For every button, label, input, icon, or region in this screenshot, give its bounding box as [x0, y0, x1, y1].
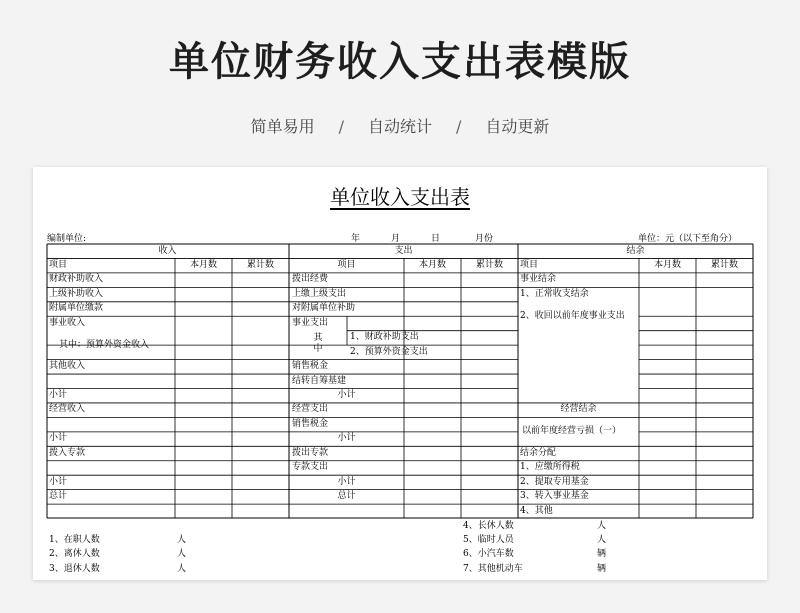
balance-row-to-business-fund: 3、转入事业基金	[520, 491, 589, 501]
expense-row-extra-budget: 2、预算外资金支出	[350, 347, 428, 357]
footer-car-count: 6、小汽车数	[463, 549, 514, 559]
expense-row-business: 事业支出	[292, 318, 329, 328]
table-grid	[33, 167, 767, 580]
spreadsheet-sheet	[33, 167, 767, 580]
document-title: 单位收入支出表	[330, 185, 470, 209]
section-balance: 结余	[626, 246, 645, 256]
col-header-this-month: 本月数	[189, 260, 217, 270]
col-header-cumulative: 累计数	[475, 260, 503, 270]
balance-row-prior-loss: 以前年度经营亏损（一）	[522, 426, 622, 436]
tag-separator: /	[338, 117, 344, 136]
balance-row-operating-surplus: 经营结余	[560, 404, 597, 414]
footer-other-vehicle-count: 7、其他机动车	[463, 564, 523, 574]
income-row-operating: 经营收入	[49, 404, 86, 414]
tag-auto-update: 自动更新	[485, 117, 550, 136]
footer-unit: 人	[597, 535, 607, 545]
expense-row-fiscal-subsidy: 1、财政补助支出	[350, 332, 419, 342]
expense-row-total: 总计	[337, 491, 356, 501]
balance-row-special-fund: 2、提取专用基金	[520, 477, 589, 487]
tag-easy: 简单易用	[250, 117, 315, 136]
section-expense: 支出	[394, 246, 413, 256]
expense-row-paid-to-superior: 上缴上级支出	[292, 289, 347, 299]
expense-row-self-raised-capex: 结转自筹基建	[292, 376, 347, 386]
expense-row-subtotal-3: 小计	[337, 477, 356, 487]
date-year-label: 年	[351, 234, 361, 244]
expense-row-sales-tax: 销售税金	[292, 361, 329, 371]
expense-row-operating: 经营支出	[292, 404, 329, 414]
expense-row-special-spend: 专款支出	[292, 462, 329, 472]
income-row-other: 其他收入	[49, 361, 86, 371]
income-row-subtotal-1: 小计	[49, 390, 68, 400]
income-row-business: 事业收入	[49, 318, 86, 328]
banner-title: 单位财务收入支出表模版	[169, 39, 631, 85]
balance-row-income-tax: 1、应缴所得税	[520, 462, 580, 472]
footer-unit: 人	[177, 564, 187, 574]
balance-row-other: 4、其他	[520, 506, 553, 516]
balance-row-business-surplus: 事业结余	[520, 274, 557, 284]
col-header-item: 项目	[520, 260, 539, 270]
tag-separator: /	[456, 117, 462, 136]
col-header-cumulative: 累计数	[710, 260, 738, 270]
col-header-item: 项目	[49, 260, 68, 270]
income-row-affiliated-payment: 附属单位缴款	[49, 303, 104, 313]
footer-unit: 辆	[597, 564, 607, 574]
income-row-subtotal-2: 小计	[49, 433, 68, 443]
banner-tagline	[0, 114, 800, 137]
col-header-this-month: 本月数	[418, 260, 446, 270]
income-row-subtotal-3: 小计	[49, 477, 68, 487]
footer-retired-count: 2、离休人数	[49, 549, 100, 559]
expense-row-special-out: 拨出专款	[292, 448, 329, 458]
income-row-total: 总计	[49, 491, 68, 501]
footer-temp-staff-count: 5、临时人员	[463, 535, 514, 545]
balance-row-distribution: 结余分配	[520, 448, 557, 458]
col-header-this-month: 本月数	[653, 260, 681, 270]
income-row-superior-subsidy: 上级补助收入	[49, 289, 104, 299]
footer-staff-count: 1、在职人数	[49, 535, 100, 545]
footer-unit: 人	[597, 521, 607, 531]
col-header-cumulative: 累计数	[246, 260, 274, 270]
income-row-special-funds: 拨入专款	[49, 448, 86, 458]
income-row-fiscal-subsidy: 财政补助收入	[49, 274, 104, 284]
balance-row-normal-surplus: 1、正常收支结余	[520, 289, 589, 299]
date-day-label: 日	[431, 234, 441, 244]
expense-row-subtotal-2: 小计	[337, 433, 356, 443]
income-row-extra-budget: 其中：预算外资金收入	[59, 340, 150, 350]
footer-unit: 人	[177, 535, 187, 545]
col-header-item: 项目	[337, 260, 356, 270]
date-suffix-label: 月份	[475, 234, 494, 244]
expense-row-affiliated-subsidy: 对附属单位补助	[292, 303, 356, 313]
unit-label: 编制单位:	[47, 234, 87, 244]
footer-long-leave-count: 4、长休人数	[463, 521, 514, 531]
expense-row-subtotal-1: 小计	[337, 390, 356, 400]
tag-auto-stats: 自动统计	[367, 117, 432, 136]
expense-row-sales-tax-2: 销售税金	[292, 419, 329, 429]
expense-row-allocated-funds: 拨出经费	[292, 274, 329, 284]
section-income: 收入	[158, 246, 177, 256]
date-month-label: 月	[391, 234, 401, 244]
footer-unit: 人	[177, 549, 187, 559]
balance-row-recovered-prior: 2、收回以前年度事业支出	[520, 311, 625, 321]
footer-unit: 辆	[597, 549, 607, 559]
currency-note: 单位：元（以下至角分）	[638, 234, 738, 244]
expense-qizhong-label: 其 中	[313, 333, 323, 354]
footer-pensioner-count: 3、退休人数	[49, 564, 100, 574]
